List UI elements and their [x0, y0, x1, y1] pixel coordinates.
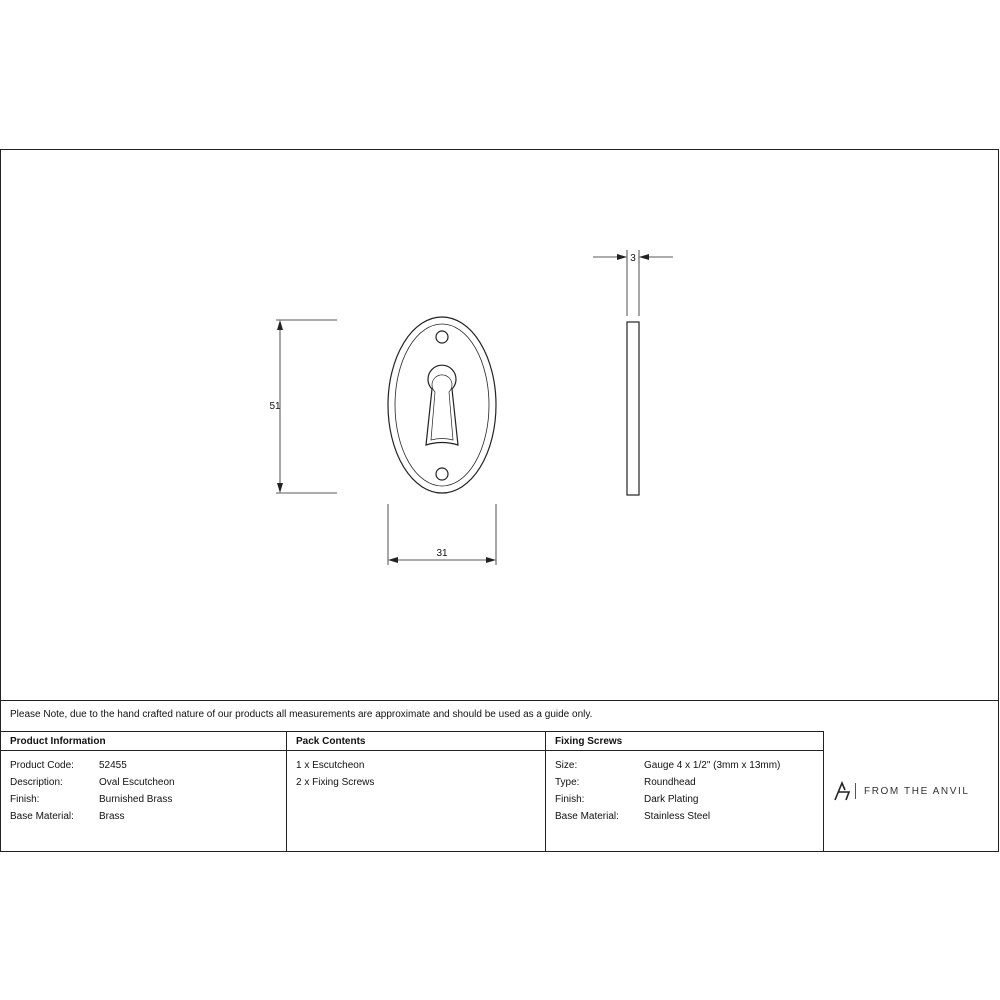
top-screw-hole: [436, 331, 448, 343]
header-rule: [0, 750, 823, 751]
fixing-screws-label: Size:: [555, 760, 578, 771]
product-info-value: Brass: [99, 811, 125, 822]
pack-contents-item: 1 x Escutcheon: [296, 760, 365, 771]
bottom-screw-hole: [436, 468, 448, 480]
fixing-screws-value: Stainless Steel: [644, 811, 711, 822]
fixing-screws-value: Roundhead: [644, 777, 696, 788]
thickness-dimension-label: 3: [630, 253, 636, 264]
height-dimension-label: 51: [269, 401, 281, 412]
pack-contents-item: 2 x Fixing Screws: [296, 777, 375, 788]
product-info-label: Product Code:: [10, 760, 74, 771]
measurement-note: Please Note, due to the hand crafted nature of our products all measurements are approximate and should be used as a guide only.: [10, 709, 593, 720]
product-information-header: Product Information: [10, 736, 106, 747]
column-divider-2: [545, 731, 546, 852]
product-info-value: Oval Escutcheon: [99, 777, 175, 788]
fixing-screws-header: Fixing Screws: [555, 736, 623, 747]
product-info-value: 52455: [99, 760, 127, 771]
escutcheon-inner-bevel: [395, 324, 489, 486]
fixing-screws-label: Type:: [555, 777, 580, 788]
column-divider-1: [286, 731, 287, 852]
product-info-value: Burnished Brass: [99, 794, 173, 805]
fixing-screws-value: Dark Plating: [644, 794, 699, 805]
brand-name: FROM THE ANVIL: [864, 785, 970, 797]
column-divider-3: [823, 731, 824, 852]
title-block-top-rule: [0, 700, 999, 701]
note-rule: [0, 731, 823, 732]
product-info-label: Base Material:: [10, 811, 74, 822]
fixing-screws-label: Base Material:: [555, 811, 619, 822]
fixing-screws-label: Finish:: [555, 794, 585, 805]
product-info-label: Description:: [10, 777, 63, 788]
width-dimension-label: 31: [436, 548, 448, 559]
side-profile: [627, 322, 639, 495]
product-info-label: Finish:: [10, 794, 40, 805]
keyhole-outline: [426, 365, 458, 445]
fixing-screws-value: Gauge 4 x 1/2" (3mm x 13mm): [644, 760, 781, 771]
anvil-a-logo-icon: [833, 781, 851, 801]
keyhole-inner-outline: [431, 375, 453, 440]
pack-contents-header: Pack Contents: [296, 736, 366, 747]
brand-logo: [833, 781, 970, 801]
logo-separator: [855, 783, 856, 799]
